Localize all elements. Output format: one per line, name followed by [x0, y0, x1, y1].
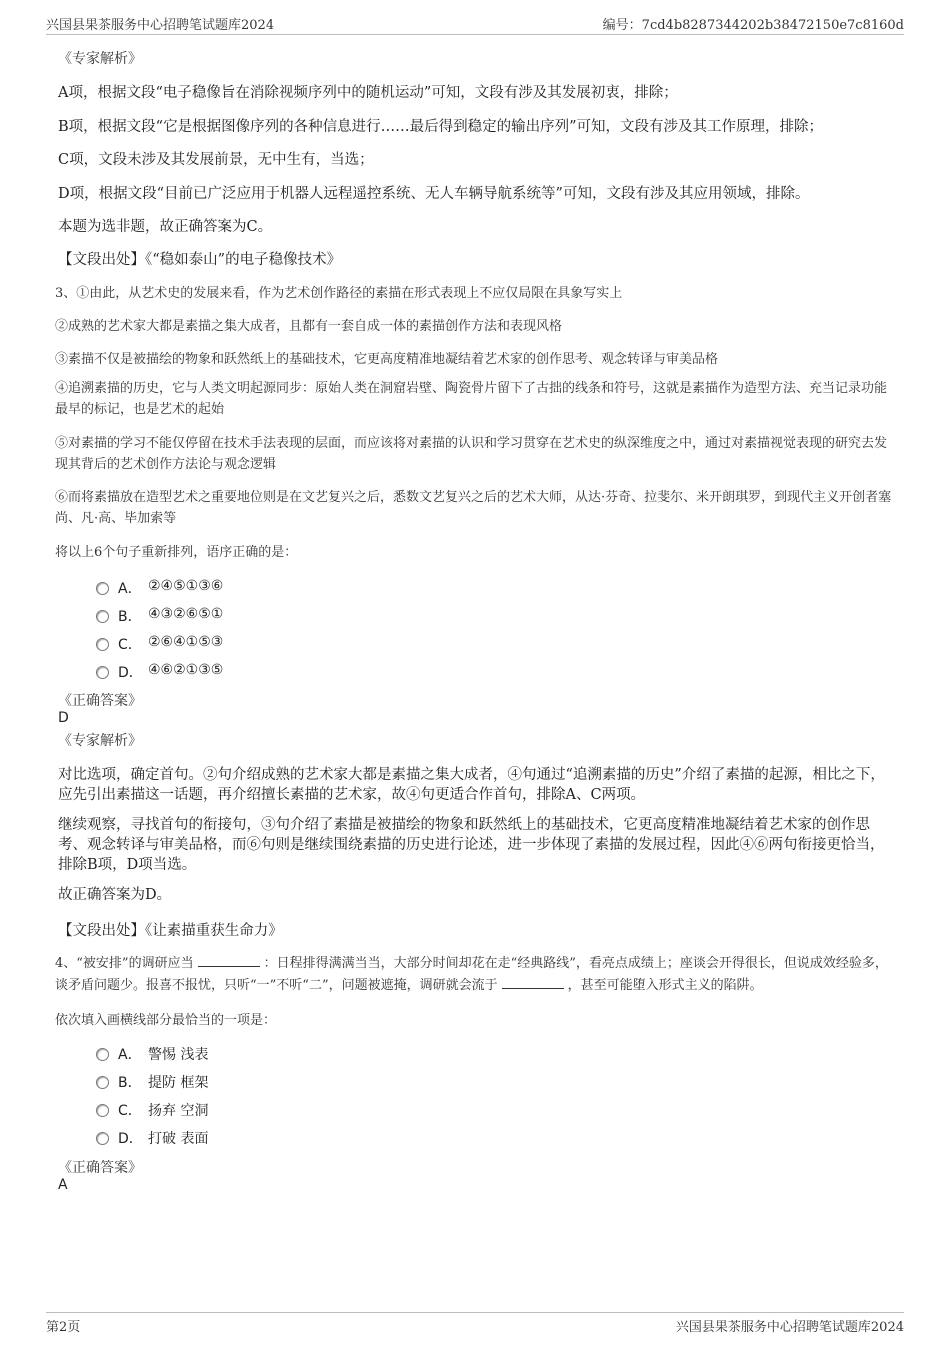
q4-stem: 4、“被安排”的调研应当 ：日程排得满满当当，大部分时间却花在走“经典路线”，看亮点成绩上；座谈会开得很长，但说成效经验多，谈矛盾问题少。报喜不报忧，只听“一”不听“二”，问题被遮掩，调研就会流于 ，甚至可能堕入形式主义的陷阱。	[55, 956, 888, 993]
q3-prompt: 将以上6个句子重新排列，语序正确的是：	[55, 545, 298, 560]
page-header	[46, 12, 904, 35]
q2-source: 【文段出处】《“稳如泰山”的电子稳像技术》	[58, 252, 342, 268]
radio-button[interactable]	[96, 1048, 109, 1061]
q3-sentence: 3、①由此，从艺术史的发展来看，作为艺术创作路径的素描在形式表现上不应仅局限在具象写实上	[55, 286, 623, 301]
q3-expert-label: 《专家解析》	[58, 733, 142, 749]
radio-button[interactable]	[96, 610, 109, 623]
q3-sentence: ②成熟的艺术家大都是素描之集大成者，且都有一套自成一体的素描创作方法和表现风格	[55, 319, 563, 334]
page-footer	[46, 1312, 904, 1337]
q3-expert-paragraph: 对比选项，确定首句。②句介绍成熟的艺术家大都是素描之集大成者，④句通过“追溯素描的历史”介绍了素描的起源，相比之下，应先引出素描这一话题，再介绍擅长素描的艺术家，故④句更适合作首句，排除A、C两项。	[58, 767, 885, 803]
radio-button[interactable]	[96, 582, 109, 595]
q3-sentence: ⑥而将素描放在造型艺术之重要地位则是在文艺复兴之后，悉数文艺复兴之后的艺术大师，从达·芬奇、拉斐尔、米开朗琪罗，到现代主义开创者塞尚、凡·高、毕加索等	[55, 490, 892, 526]
q2-expert-line: D项，根据文段“目前已广泛应用于机器人远程遥控系统、无人车辆导航系统等”可知，文段有涉及其应用领域，排除。	[58, 186, 810, 202]
q2-expert-line: 本题为选非题，故正确答案为C。	[58, 219, 273, 235]
q4-prompt: 依次填入画横线部分最恰当的一项是：	[55, 1013, 277, 1028]
footer-title: 兴国县果茶服务中心招聘笔试题库2024	[675, 1320, 904, 1335]
fill-blank	[198, 954, 260, 967]
q3-sentence: ④追溯素描的历史，它与人类文明起源同步：原始人类在洞窟岩壁、陶瓷骨片留下了古拙的线条和符号，这就是素描作为造型方法、充当记录功能最早的标记，也是艺术的起始	[55, 381, 888, 417]
radio-button[interactable]	[96, 1104, 109, 1117]
q2-expert-line: A项，根据文段“电子稳像旨在消除视频序列中的随机运动”可知，文段有涉及其发展初衷，排除；	[58, 85, 678, 101]
fill-blank	[502, 976, 564, 989]
q4-answer-label: 《正确答案》	[58, 1160, 142, 1176]
q3-answer-label: 《正确答案》	[58, 693, 142, 709]
radio-button[interactable]	[96, 666, 109, 679]
q3-answer: D	[58, 710, 69, 726]
q3-sentence: ⑤对素描的学习不能仅停留在技术手法表现的层面，而应该将对素描的认识和学习贯穿在艺术史的纵深维度之中，通过对素描视觉表现的研究去发现其背后的艺术创作方法论与观念逻辑	[55, 436, 888, 472]
page-number: 第2页	[46, 1320, 81, 1335]
radio-button[interactable]	[96, 1076, 109, 1089]
q2-expert-line: C项，文段未涉及其发展前景，无中生有，当选；	[58, 152, 374, 168]
radio-button[interactable]	[96, 638, 109, 651]
q3-sentence: ③素描不仅是被描绘的物象和跃然纸上的基础技术，它更高度精准地凝结着艺术家的创作思考、观念转译与审美品格	[55, 352, 719, 367]
q3-expert-paragraph: 故正确答案为D。	[58, 887, 172, 903]
q3-expert-paragraph: 继续观察，寻找首句的衔接句，③句介绍了素描是被描绘的物象和跃然纸上的基础技术，它更高度精准地凝结着艺术家的创作思考、观念转译与审美品格，而⑥句则是继续围绕素描的历史进行论述，进一步体现了素描的发展过程，因此④⑥两句衔接更恰当，排除B项，D项当选。	[58, 817, 885, 873]
q2-expert-line: B项，根据文段“它是根据图像序列的各种信息进行……最后得到稳定的输出序列”可知，文段有涉及其工作原理，排除；	[58, 119, 823, 135]
header-title: 兴国县果茶服务中心招聘笔试题库2024	[46, 18, 275, 33]
q3-source: 【文段出处】《让素描重获生命力》	[58, 923, 283, 939]
radio-button[interactable]	[96, 1132, 109, 1145]
q2-expert-label: 《专家解析》	[58, 51, 142, 67]
q4-answer: A	[58, 1177, 68, 1193]
header-serial: 编号：7cd4b8287344202b38472150e7c8160d	[602, 18, 904, 33]
